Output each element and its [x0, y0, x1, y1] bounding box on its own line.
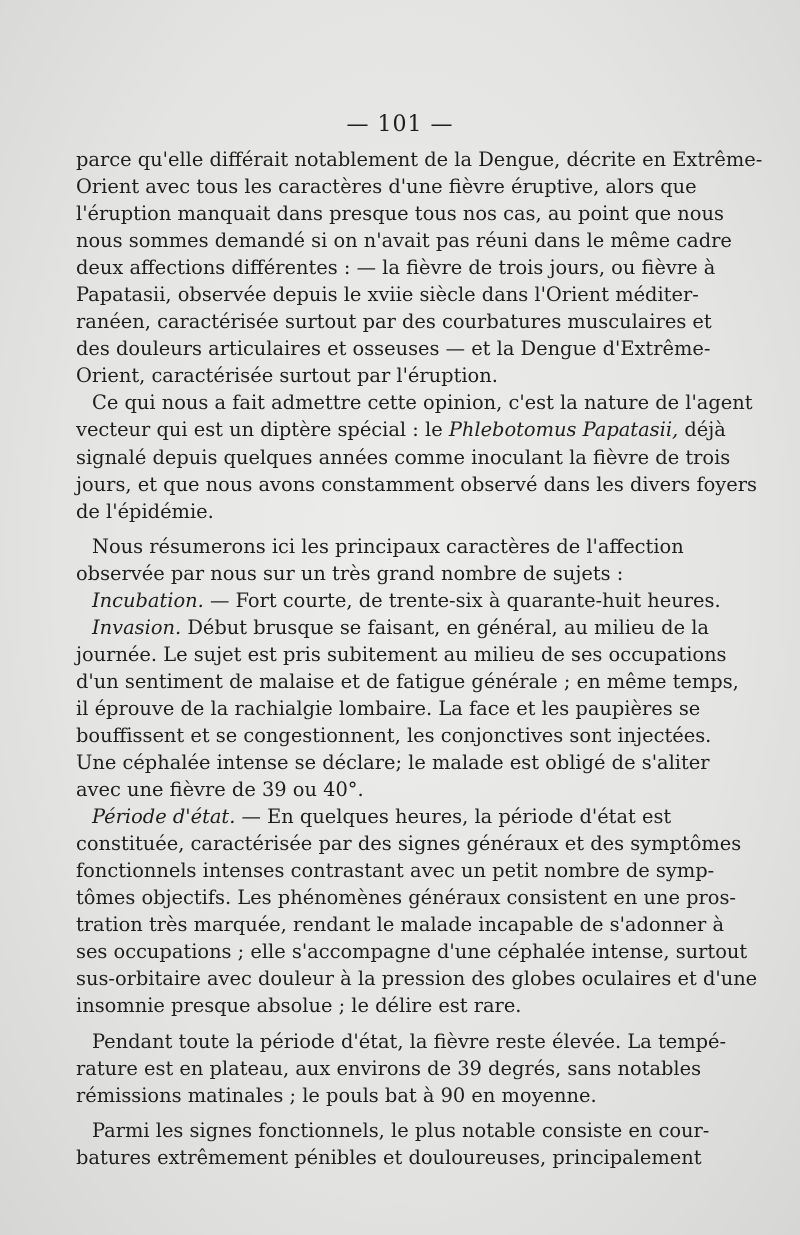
text-line — [76, 444, 731, 471]
text-line — [76, 471, 757, 498]
line-text: vecteur qui est un diptère spécial : le — [76, 418, 449, 442]
line-text: déjà — [678, 418, 726, 442]
text-line — [76, 668, 739, 695]
text-line — [76, 416, 726, 443]
line-text: jours, et que nous avons constamment observé dans les divers foyers — [76, 472, 757, 496]
text-line — [76, 254, 716, 281]
paragraph-gap — [76, 525, 670, 533]
line-text: des douleurs articulaires et osseuses — et la Dengue d'Extrême- — [76, 337, 711, 361]
line-text: Pendant toute la période d'état, la fièvre reste élevée. La tempé- — [92, 1029, 727, 1053]
line-text: rature est en plateau, aux environs de 39 degrés, sans notables — [76, 1056, 702, 1080]
line-text: Orient avec tous les caractères d'une fièvre éruptive, alors que — [76, 175, 697, 199]
line-text: Orient, caractérisée surtout par l'éruption. — [76, 364, 498, 388]
line-text: parce qu'elle différait notablement de la Dengue, décrite en Extrême- — [76, 148, 763, 171]
text-line — [76, 200, 724, 227]
paragraph-gap — [76, 1109, 670, 1117]
line-text: il éprouve de la rachialgie lombaire. La face et les paupières se — [76, 696, 701, 720]
line-text: constituée, caractérisée par des signes généraux et des symptômes — [76, 832, 742, 856]
line-text: Ce qui nous a fait admettre cette opinion, c'est la nature de l'agent — [92, 391, 753, 415]
italic-term: Période d'état. — [92, 805, 236, 829]
text-line — [76, 857, 715, 884]
text-line — [76, 389, 753, 416]
text-line — [76, 830, 742, 857]
line-text: rémissions matinales ; le pouls bat à 90 en moyenne. — [76, 1083, 597, 1107]
italic-term: Invasion. — [92, 615, 182, 639]
text-line — [76, 227, 732, 254]
text-line — [76, 173, 697, 200]
line-text: journée. Le sujet est pris subitement au milieu de ses occupations — [76, 642, 727, 666]
text-line — [76, 308, 712, 335]
line-text: nous sommes demandé si on n'avait pas réuni dans le même cadre — [76, 229, 732, 253]
text-line — [76, 992, 670, 1019]
text-line — [76, 1082, 670, 1109]
line-text: Début brusque se faisant, en général, au milieu de la — [181, 615, 709, 639]
body-text — [76, 146, 763, 1171]
line-text: observée par nous sur un très grand nombre de sujets : — [76, 561, 624, 585]
page-number: — 101 — — [346, 112, 454, 137]
text-line — [76, 911, 725, 938]
text-line — [76, 884, 736, 911]
text-line — [76, 1117, 710, 1144]
text-line — [76, 965, 758, 992]
line-text: tration très marquée, rendant le malade incapable de s'adonner à — [76, 913, 725, 937]
text-line — [76, 533, 684, 560]
text-line — [76, 776, 670, 803]
text-line — [76, 560, 670, 587]
line-text: batures extrêmement pénibles et douloureuses, principalement — [76, 1145, 702, 1169]
line-text: — En quelques heures, la période d'état est — [235, 805, 672, 829]
text-line — [76, 722, 712, 749]
line-text: bouffissent et se congestionnent, les conjonctives sont injectées. — [76, 723, 712, 747]
text-line — [76, 749, 710, 776]
line-text: l'éruption manquait dans presque tous nos cas, au point que nous — [76, 202, 724, 226]
line-text: fonctionnels intenses contrastant avec un petit nombre de symp- — [76, 859, 715, 883]
text-line — [76, 335, 711, 362]
text-line — [76, 498, 670, 525]
text-line — [76, 1055, 702, 1082]
text-line — [76, 938, 748, 965]
line-text: tômes objectifs. Les phénomènes généraux consistent en une pros- — [76, 886, 736, 910]
line-text: ses occupations ; elle s'accompagne d'une céphalée intense, surtout — [76, 940, 748, 964]
text-line — [76, 362, 670, 389]
line-text: Parmi les signes fonctionnels, le plus notable consiste en cour- — [92, 1118, 710, 1142]
line-text: — Fort courte, de trente-six à quarante-huit heures. — [203, 588, 721, 612]
line-text: d'un sentiment de malaise et de fatigue générale ; en même temps, — [76, 669, 739, 693]
line-text: sus-orbitaire avec douleur à la pression des globes oculaires et d'une — [76, 967, 758, 991]
line-text: insomnie presque absolue ; le délire est rare. — [76, 994, 522, 1018]
line-text: ranéen, caractérisée surtout par des courbatures musculaires et — [76, 310, 712, 334]
italic-term: Incubation. — [92, 588, 204, 612]
text-line — [76, 1028, 727, 1055]
text-line — [76, 1144, 702, 1171]
text-line — [76, 587, 721, 614]
line-text: signalé depuis quelques années comme inoculant la fièvre de trois — [76, 445, 731, 469]
line-text: avec une fièvre de 39 ou 40°. — [76, 778, 364, 802]
paragraph-gap — [76, 1020, 670, 1028]
line-text: Nous résumerons ici les principaux caractères de l'affection — [92, 534, 684, 558]
text-line — [76, 695, 701, 722]
line-text: Papatasii, observée depuis le xviie siècle dans l'Orient méditer- — [76, 283, 699, 307]
text-line — [76, 614, 709, 641]
text-line — [76, 281, 699, 308]
text-line — [76, 641, 727, 668]
text-line — [76, 803, 670, 830]
italic-term: Phlebotomus Papatasii, — [448, 418, 679, 442]
line-text: de l'épidémie. — [76, 499, 214, 523]
text-line — [76, 146, 763, 173]
line-text: Une céphalée intense se déclare; le malade est obligé de s'aliter — [76, 751, 710, 775]
line-text: deux affections différentes : — la fièvre de trois jours, ou fièvre à — [76, 256, 716, 280]
